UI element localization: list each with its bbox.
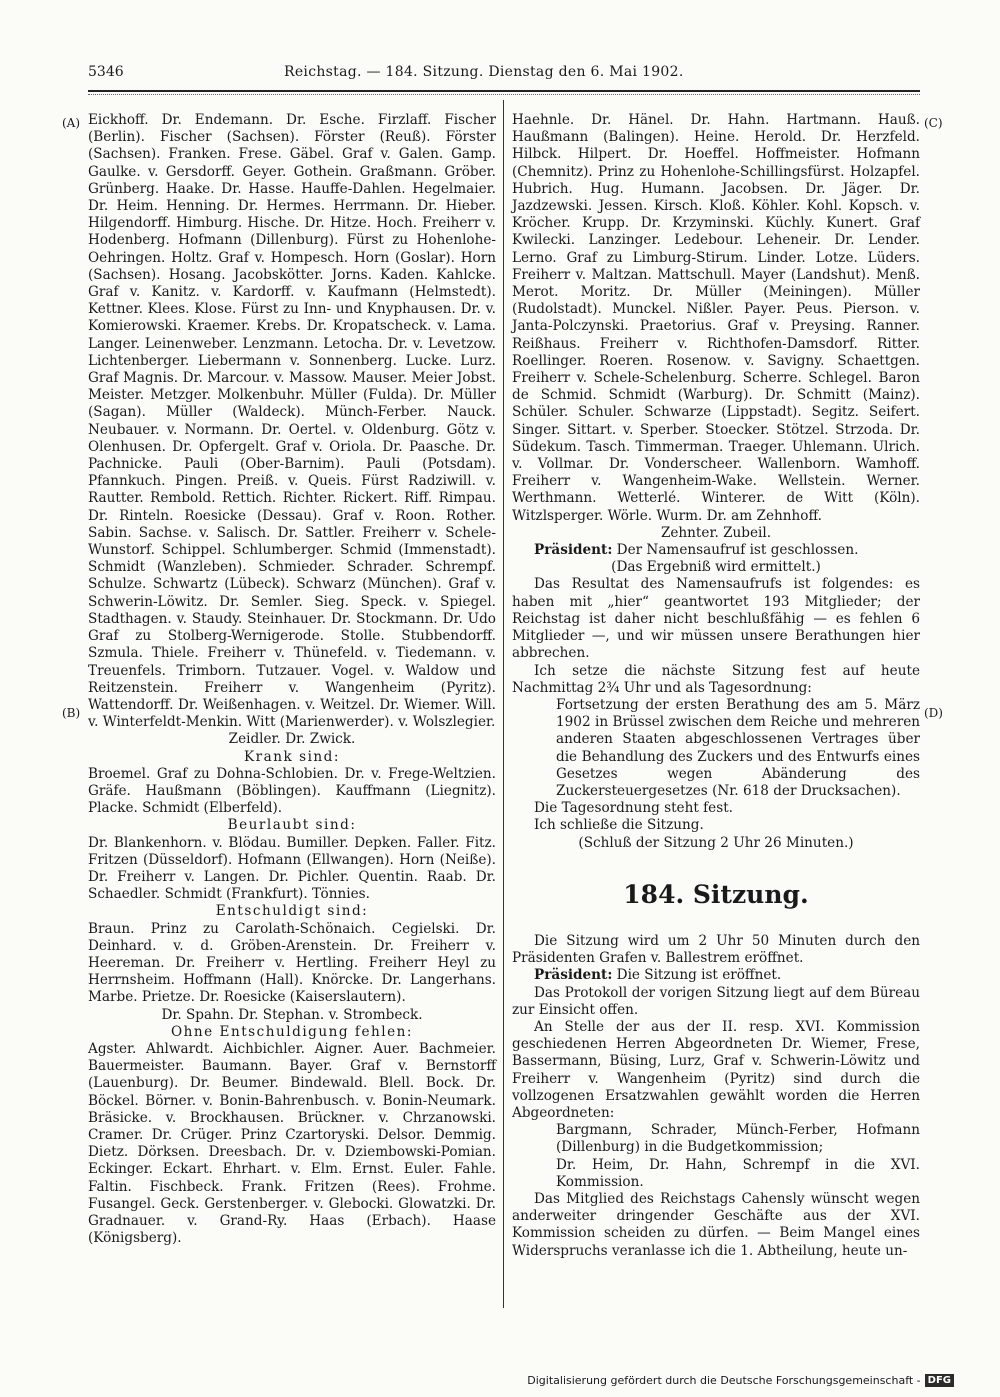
agenda-fixed: Die Tagesordnung steht fest.	[534, 800, 733, 817]
margin-marker-a: (A)	[62, 116, 81, 130]
excused-members-end: Dr. Spahn. Dr. Stephan. v. Strombeck.	[161, 1006, 423, 1023]
margin-marker-b: (B)	[62, 706, 81, 720]
unexcused-members-continued: Haehnle. Dr. Hänel. Dr. Hahn. Hartmann. Hauß. Haußmann (Balingen). Heine. Herold. Dr. Herzfeld. Hilbck. Hilpert. Dr. Hoeffel. Hoffmeister. Hofmann (Chemnitz). Prinz zu Hohenlohe-Schillingsfürst. Holzapfel. Hubrich. Hug. Humann. Jacobsen. Dr. Jäger. Dr. Jazdzewski. Jessen. Kirsch. Kloß. Köhler. Kohl. Kopsch. v. Kröcher. Krupp. Dr. Krzyminski. Küchly. Kunert. Graf Kwilecki. Lanzinger. Ledebour. Leheneir. Dr. Lender. Lerno. Graf zu Limburg-Stirum. Linder. Lotze. Lüders. Freiherr v. Maltzan. Mattschull. Mayer (Landshut). Menß. Merot. Moritz. Dr. Müller (Meiningen). Müller (Rudolstadt). Munckel. Nißler. Payer. Peus. Pierson. v. Janta-Polczynski. Praetorius. Graf v. Preysing. Ranner. Reißhaus. Freiherr v. Richthofen-Damsdorf. Ritter. Roellinger. Roeren. Rosenow. v. Savigny. Schaettgen. Freiherr v. Schele-Schelenburg. Scherre. Schlegel. Baron de Schmid. Schmidt (Warburg). Dr. Schmitt (Mainz). Schüler. Schuler. Schwarze (Lippstadt). Segitz. Seifert. Singer. Sittart. v. Sperber. Stoecker. Stötzel. Strzoda. Dr. Südekum. Tasch. Timmerman. Traeger. Uhlemann. Ulrich. v. Vollmar. Dr. Vonderscheer. Wallenborn. Wamhoff. Freiherr v. Wangenheim-Wake. Wellstein. Werner. Werthmann. Wetterlé. Winterer. de Witt (Köln). Witzlsperger. Wörle. Wurm. Dr. am Zehnhoff.	[512, 112, 920, 524]
heading-on-leave: Beurlaubt sind:	[227, 817, 357, 834]
heading-sick: Krank sind:	[244, 748, 340, 765]
commission-changes: An Stelle der aus der II. resp. XVI. Kommission geschiedenen Herren Abgeordneten Dr. Wiemer, Frese, Bassermann, Büsing, Lurz, Graf v. Schwerin-Löwitz und Freiherr v. Wangenheim (Pyritz) sind durch die vollzogenen Ersatzwahlen gewählt worden die Herren Abgeordneten:	[512, 1018, 920, 1121]
protocol-note: Das Protokoll der vorigen Sitzung liegt auf dem Büreau zur Einsicht offen.	[512, 984, 920, 1018]
present-members-list: Eickhoff. Dr. Endemann. Dr. Esche. Firzlaff. Fischer (Berlin). Fischer (Sachsen). Förster (Reuß). Förster (Sachsen). Franken. Frese. Gäbel. Graf v. Galen. Gamp. Gaulke. v. Gersdorff. Geyer. Gothein. Graßmann. Gröber. Grünberg. Haake. Dr. Hasse. Hauffe-Dahlen. Hegelmaier. Dr. Heim. Henning. Dr. Hermes. Herrmann. Dr. Hieber. Hilgendorff. Himburg. Hische. Dr. Hitze. Hoch. Freiherr v. Hodenberg. Hofmann (Dillenburg). Fürst zu Hohenlohe-Oehringen. Holtz. Graf v. Hompesch. Horn (Goslar). Horn (Sachsen). Hosang. Jacobskötter. Jorns. Kaden. Kahlcke. Graf v. Kanitz. v. Kardorff. v. Kaufmann (Helmstedt). Kettner. Klees. Klose. Fürst zu Inn- und Knyphausen. Dr. v. Komierowski. Kraemer. Krebs. Dr. Kropatscheck. v. Lama. Langer. Leinenweber. Lenzmann. Letocha. Dr. v. Levetzow. Lichtenberger. Liebermann v. Sonnenberg. Lucke. Lurz. Graf Magnis. Dr. Marcour. v. Massow. Mauser. Meier Jobst. Meister. Metzger. Molkenbuhr. Müller (Fulda). Dr. Müller (Sagan). Müller (Waldeck). Münch-Ferber. Nauck. Neubauer. v. Normann. Dr. Oertel. v. Oldenburg. Götz v. Olenhusen. Dr. Opfergelt. Graf v. Oriola. Dr. Paasche. Dr. Pachnicke. Pauli (Ober-Barnim). Pauli (Potsdam). Pfannkuch. Pingen. Preiß. v. Queis. Fürst Radziwill. v. Rautter. Rembold. Rettich. Richter. Rickert. Riff. Rimpau. Dr. Rinteln. Roesicke (Dessau). Graf v. Roon. Rother. Sabin. Sachse. v. Salisch. Dr. Sattler. Freiherr v. Schele-Wunstorf. Schippel. Schlumberger. Schmid (Immenstadt). Schmidt (Wanzleben). Schmieder. Schrader. Schrempf. Schulze. Schwartz (Lübeck). Schwarz (München). Graf v. Schwerin-Löwitz. Dr. Semler. Sieg. Speck. v. Spiegel. Stadthagen. v. Staudy. Steinhauer. Dr. Stockmann. Dr. Udo Graf zu Stolberg-Wernigerode. Stolle. Stubbendorff. Szmula. Thiele. Freiherr v. Thünefeld. v. Tiedemann. v. Treuenfels. Trimborn. Tutzauer. Vogel. v. Waldow und Reitzenstein. Freiherr v. Wangenheim (Pyritz). Wattendorff. Dr. Weißenhagen. v. Weitzel. Dr. Wiemer. Will. v. Winterfeldt-Menkin. Witt (Marienwerder). v. Wolszlegier.	[88, 112, 496, 731]
roll-call-result: Das Resultat des Namensaufrufs ist folgendes: es haben mit „hier“ geantwortet 193 Mitglieder; der Reichstag ist daher nicht beschlußfähig — es fehlen 6 Mitglieder —, und wir müssen unsere Berathungen hier abbrechen.	[512, 576, 920, 662]
stage-direction-2: (Schluß der Sitzung 2 Uhr 26 Minuten.)	[578, 834, 854, 851]
on-leave-members-list: Dr. Blankenhorn. v. Blödau. Bumiller. Depken. Faller. Fitz. Fritzen (Düsseldorf). Hofmann (Ellwangen). Horn (Neiße). Dr. Freiherr v. Langen. Dr. Pichler. Quentin. Raab. Dr. Schaedler. Schmidt (Frankfurt). Tönnies.	[88, 834, 496, 903]
dfg-logo: DFG	[925, 1374, 954, 1387]
running-title: Reichstag. — 184. Sitzung. Dienstag den 6. Mai 1902.	[284, 64, 684, 80]
unexcused-members-end: Zehnter. Zubeil.	[660, 524, 772, 541]
page-number: 5346	[88, 64, 124, 80]
next-session-announcement: Ich setze die nächste Sitzung fest auf heute Nachmittag 2¾ Uhr und als Tagesordnung:	[512, 662, 920, 696]
speaker-label: Präsident:	[534, 967, 613, 984]
session-opening: Die Sitzung wird um 2 Uhr 50 Minuten durch den Präsidenten Grafen v. Ballestrem eröffnet.	[512, 932, 920, 967]
right-column	[512, 112, 920, 1260]
commission-budget: Bargmann, Schrader, Münch-Ferber, Hofmann (Dillenburg) in die Budgetkommission;	[556, 1122, 920, 1156]
margin-marker-d: (D)	[924, 706, 943, 720]
president-statement-1: Präsident: Der Namensaufruf ist geschlossen.	[534, 542, 859, 559]
sick-members-list: Broemel. Graf zu Dohna-Schlobien. Dr. v. Frege-Weltzien. Gräfe. Haußmann (Böblingen). Kauffmann (Liegnitz). Placke. Schmidt (Elberfeld).	[88, 765, 496, 817]
unexcused-members-list: Agster. Ahlwardt. Aichbichler. Aigner. Auer. Bachmeier. Bauermeister. Baumann. Bayer. Graf v. Bernstorff (Lauenburg). Dr. Beumer. Bindewald. Blell. Bock. Dr. Böckel. Börner. v. Bonin-Bahrenbusch. v. Bonin-Neumark. Bräsicke. v. Brockhausen. Brückner. v. Chrzanowski. Cramer. Dr. Crüger. Prinz Czartoryski. Delsor. Demmig. Dietz. Dörksen. Dreesbach. Dr. v. Dziembowski-Pomian. Eckinger. Eckart. Ehrhart. v. Elm. Ernst. Euler. Fahle. Faltin. Fischbeck. Frank. Fritzen (Rees). Frohme. Fusangel. Geck. Gerstenberger. v. Glebocki. Glowatzki. Dr. Gradnauer. v. Grand-Ry. Haas (Erbach). Haase (Königsberg).	[88, 1040, 496, 1247]
heading-unexcused: Ohne Entschuldigung fehlen:	[171, 1023, 413, 1040]
excused-members-list: Braun. Prinz zu Carolath-Schönaich. Cegielski. Dr. Deinhard. v. d. Gröben-Arenstein. Dr. Freiherr v. Heereman. Dr. Freiherr v. Hertling. Freiherr Heyl zu Herrnsheim. Hoffmann (Hall). Knörcke. Dr. Langerhans. Marbe. Prietze. Dr. Roesicke (Kaiserslautern).	[88, 920, 496, 1006]
session-closing: Ich schließe die Sitzung.	[534, 817, 704, 834]
heading-excused: Entschuldigt sind:	[215, 903, 369, 920]
footer-credit	[527, 1374, 954, 1387]
stage-direction-1: (Das Ergebniß wird ermittelt.)	[611, 559, 821, 576]
agenda-item: Fortsetzung der ersten Berathung des am 5. März 1902 in Brüssel zwischen dem Reiche und mehreren anderen Staaten abgeschlossenen Vertrages über die Behandlung des Zuckers und des Entwurfs eines Gesetzes wegen Abänderung des Zuckersteuergesetzes (Nr. 618 der Drucksachen).	[556, 696, 920, 799]
session-title: 184. Sitzung.	[623, 879, 809, 909]
commission-xvi: Dr. Heim, Dr. Hahn, Schrempf in die XVI. Kommission.	[556, 1156, 920, 1190]
header-rule-dotted	[88, 94, 920, 95]
column-divider	[503, 100, 504, 1308]
header-rule	[88, 90, 920, 92]
speaker-label: Präsident:	[534, 542, 613, 559]
left-column	[88, 112, 496, 1247]
present-members-end: Zeidler. Dr. Zwick.	[228, 731, 356, 748]
running-header	[88, 64, 920, 86]
president-statement-2: Präsident: Die Sitzung ist eröffnet.	[534, 967, 782, 984]
footer-text: Digitalisierung gefördert durch die Deutsche Forschungsgemeinschaft -	[527, 1374, 921, 1387]
margin-marker-c: (C)	[924, 116, 943, 130]
member-request: Das Mitglied des Reichstags Cahensly wünscht wegen anderweiter dringender Geschäfte aus der XVI. Kommission scheiden zu dürfen. — Beim Mangel eines Widerspruchs veranlasse ich die 1. Abtheilung, heute un-	[512, 1190, 920, 1259]
